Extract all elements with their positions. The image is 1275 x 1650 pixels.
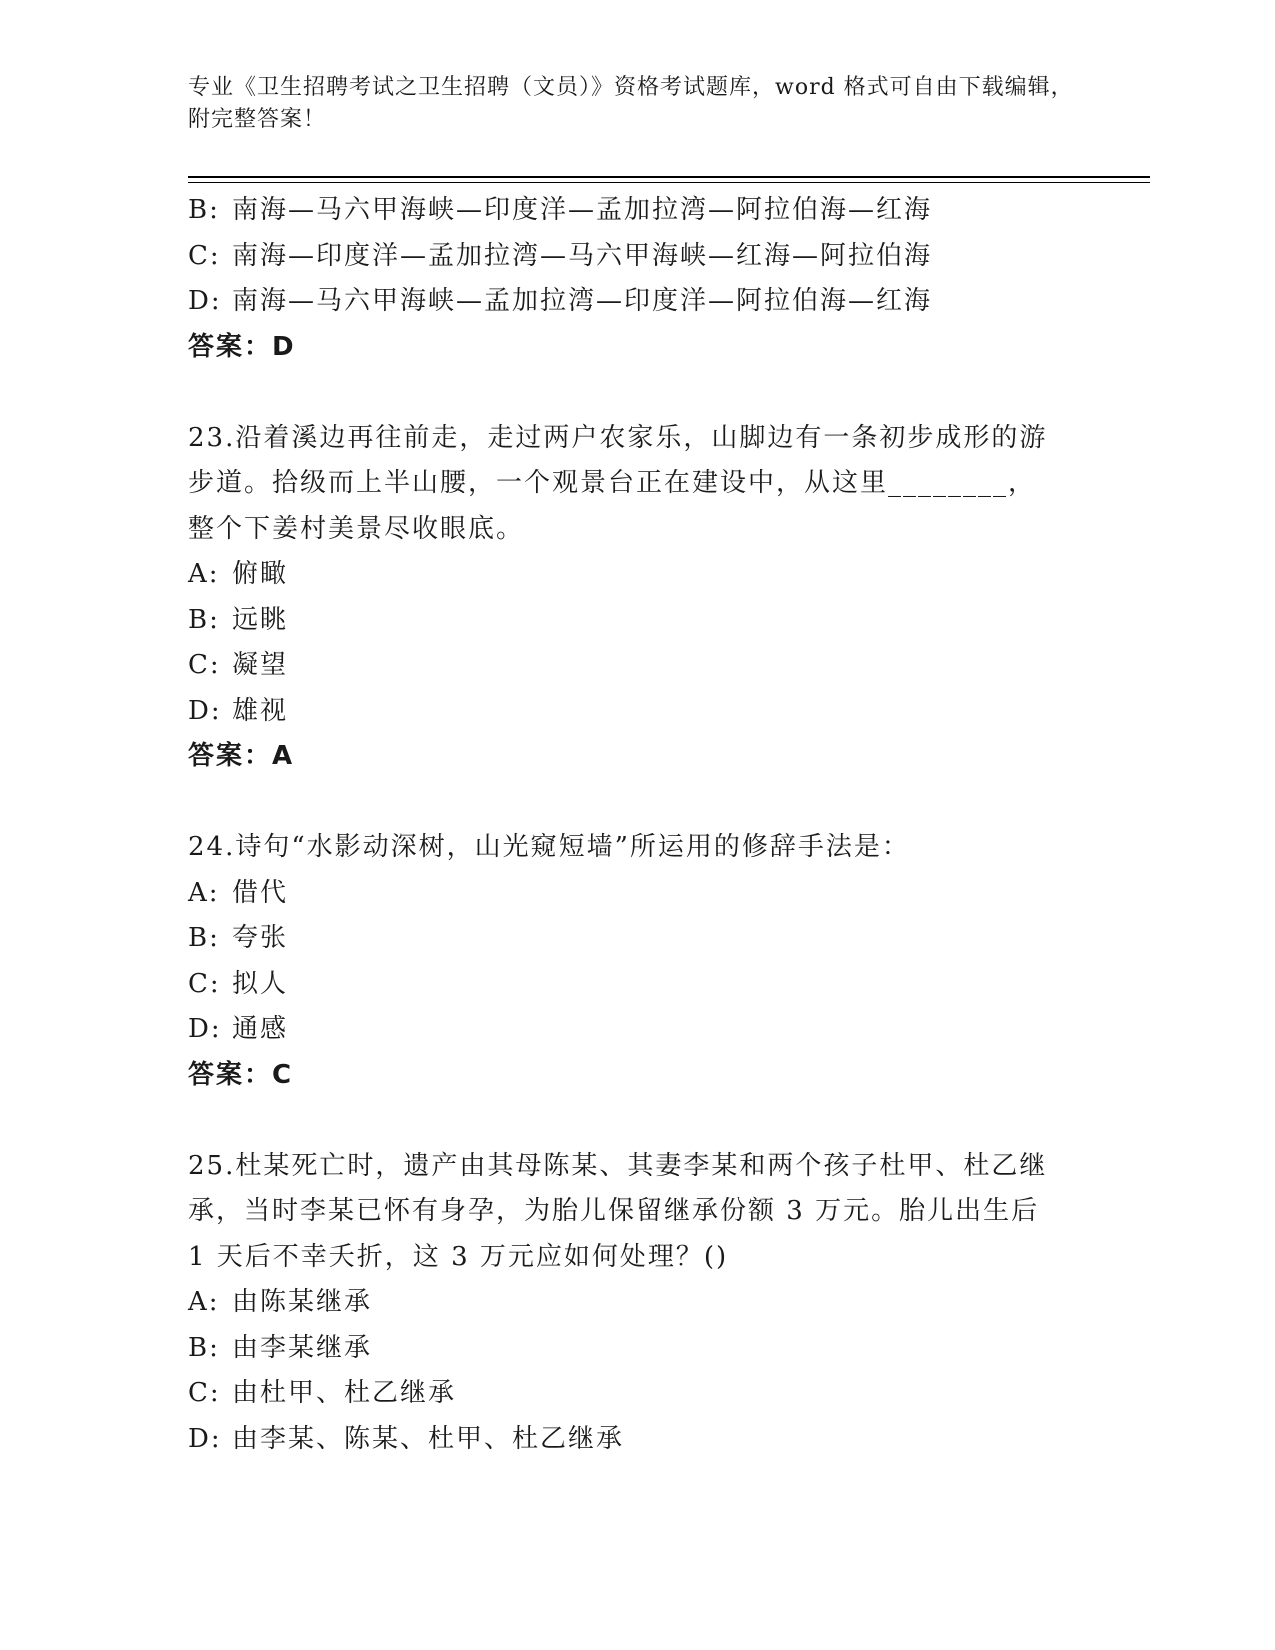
document-header: 专业《卫生招聘考试之卫生招聘（文员）》资格考试题库，word 格式可自由下载编辑，附完整答案！: [188, 75, 1074, 132]
option-b: B: 南海—马六甲海峡—印度洋—孟加拉湾—阿拉伯海—红海: [188, 195, 933, 225]
question-25: [188, 1144, 1088, 1463]
question-list: [188, 188, 1088, 1462]
question-22-options: [188, 188, 1088, 325]
answer-23: 答案：A: [188, 741, 295, 771]
question-23: [188, 416, 1088, 780]
option-b: B: 远眺: [188, 604, 289, 635]
option-d: D: 南海—马六甲海峡—孟加拉湾—印度洋—阿拉伯海—红海: [188, 286, 933, 316]
option-d: D: 由李某、陈某、杜甲、杜乙继承: [188, 1423, 625, 1454]
option-c: C: 拟人: [188, 968, 289, 999]
option-c: C: 南海—印度洋—孟加拉湾—马六甲海峡—红海—阿拉伯海: [188, 240, 933, 271]
question-spacer: [188, 780, 1088, 826]
option-d: D: 雄视: [188, 695, 289, 726]
question-stem-line: 24.诗句“水影动深树，山光窥短墙”所运用的修辞手法是：: [188, 832, 910, 862]
answer-24: 答案：C: [188, 1059, 294, 1090]
header-divider-thick: [188, 176, 1150, 178]
question-stem-line: 步道。拾级而上半山腰，一个观景台正在建设中，从这里________，: [188, 468, 1037, 498]
option-a: A: 俯瞰: [188, 559, 289, 589]
question-stem-line: 23.沿着溪边再往前走，走过两户农家乐，山脚边有一条初步成形的游: [188, 422, 1048, 453]
header-divider-thin: [188, 182, 1150, 183]
question-24: [188, 825, 1088, 1098]
option-b: B: 夸张: [188, 923, 289, 953]
question-stem-line: 1 天后不幸夭折，这 3 万元应如何处理？(): [188, 1241, 729, 1272]
option-a: A: 借代: [188, 877, 289, 908]
option-a: A: 由陈某继承: [188, 1287, 373, 1317]
option-d: D: 通感: [188, 1014, 289, 1044]
question-spacer: [188, 1098, 1088, 1144]
answer-22: 答案：D: [188, 331, 296, 362]
option-c: C: 由杜甲、杜乙继承: [188, 1378, 457, 1408]
question-stem-line: 承，当时李某已怀有身孕，为胎儿保留继承份额 3 万元。胎儿出生后: [188, 1196, 1040, 1226]
question-stem-line: 整个下姜村美景尽收眼底。: [188, 513, 525, 544]
question-spacer: [188, 370, 1088, 416]
question-stem-line: 25.杜某死亡时，遗产由其母陈某、其妻李某和两个孩子杜甲、杜乙继: [188, 1150, 1048, 1181]
option-c: C: 凝望: [188, 650, 289, 680]
option-b: B: 由李某继承: [188, 1332, 373, 1363]
